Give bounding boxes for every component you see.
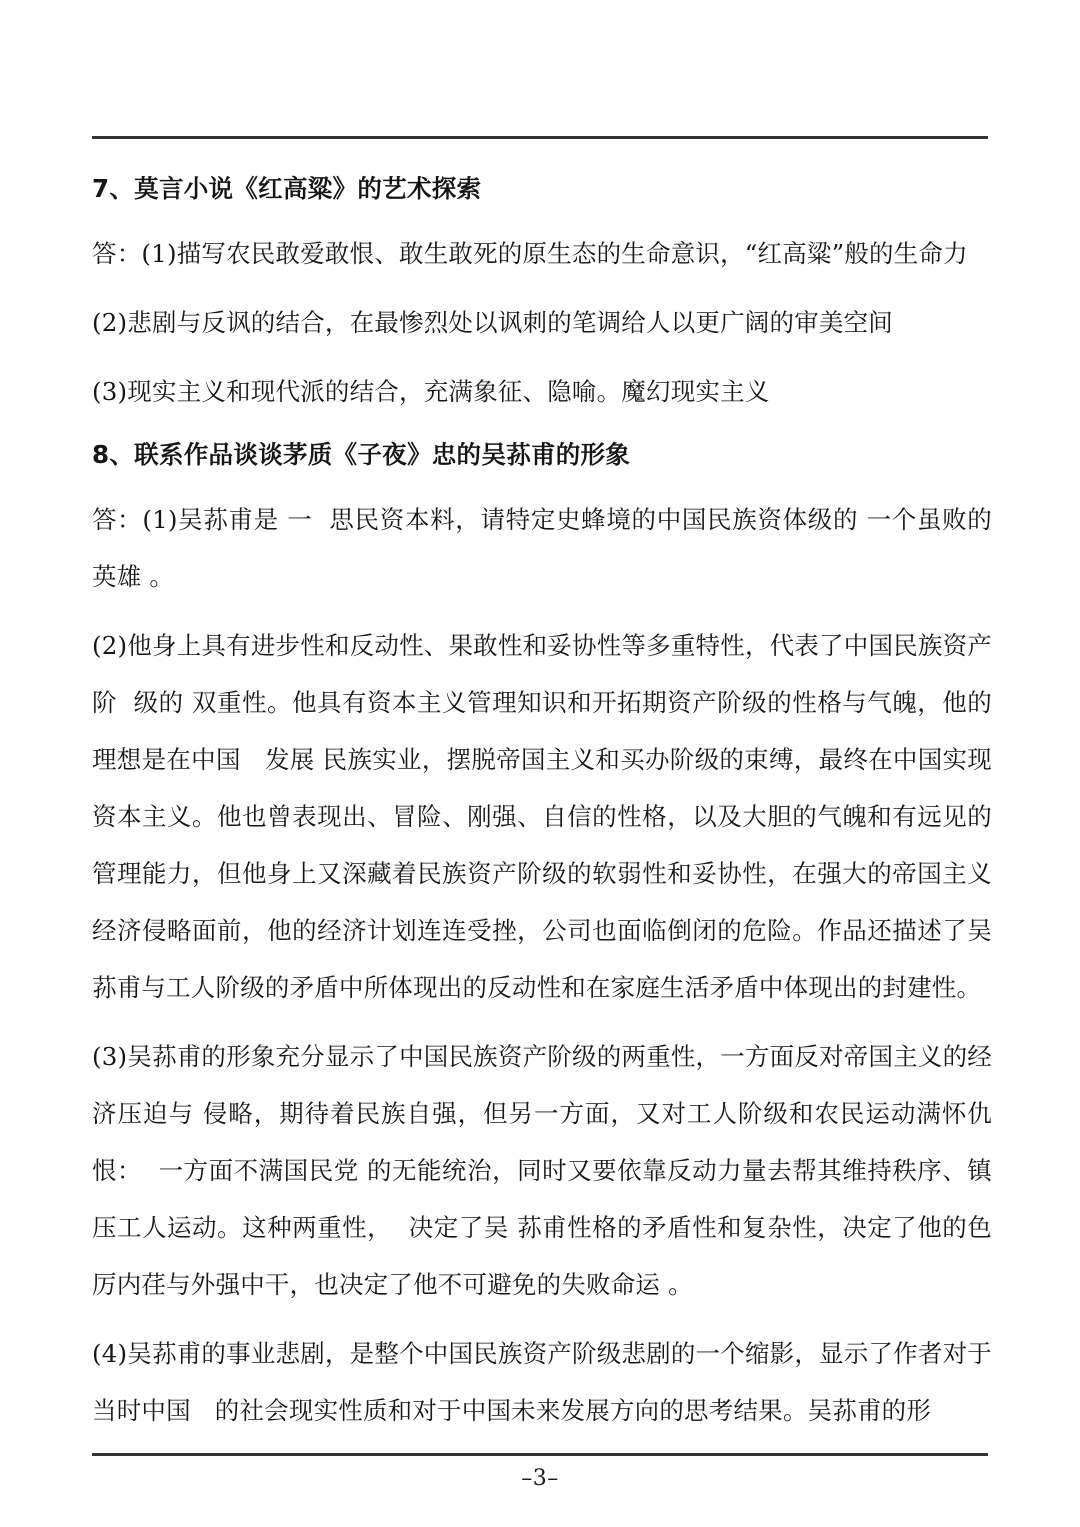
section-heading-8: 8、联系作品谈谈茅质《子夜》忠的吴荪甫的形象 (92, 439, 631, 469)
footer-horizontal-rule (92, 1453, 988, 1456)
section-7-paragraph-2: (2)悲剧与反讽的结合，在最惨烈处以讽刺的笔调给人以更广阔的审美空间 (92, 307, 894, 337)
section-heading-7: 7、莫言小说《红高粱》的艺术探索 (92, 174, 482, 203)
section-7-paragraph-1: 答：(1)描写农民敢爱敢恨、敢生敢死的原生态的生命意识，“红高粱”般的生命力 (92, 238, 968, 268)
section-8-paragraph-4: (4)吴荪甫的事业悲剧，是整个中国民族资产阶级悲剧的一个缩影，显示了作者对于当时中国 的社会现实性质和对于中国未来发展方向的思考结果。吴荪甫的形 (92, 1338, 992, 1425)
section-8-paragraph-2: (2)他身上具有进步性和反动性、果敢性和妥协性等多重特性，代表了中国民族资产阶 级的 双重性。他具有资本主义管理知识和开拓期资产阶级的性格与气魄，他的理想是在中国 发展 民族实业，摆脱帝国主义和买办阶级的束缚，最终在中国实现资本主义。他也曾表现出、冒险、刚强、自信的性格，以及大胆的气魄和有远见的管理能力，但他身上又深藏着民族资产阶级的软弱性和妥协性，在强大的帝国主义经济侵略面前，他的经济计划连连受挫，公司也面临倒闭的危险。作品还描述了吴荪甫与工人阶级的矛盾中所体现出的反动性和在家庭生活矛盾中体现出的封建性。 (92, 630, 992, 1002)
section-8-paragraph-1: 答：(1)吴荪甫是 一 思民资本料，请特定史蜂境的中国民族资体级的 一个虽败的英雄 。 (92, 504, 992, 591)
document-content (92, 160, 992, 1445)
section-7-paragraph-3: (3)现实主义和现代派的结合，充满象征、隐喻。魔幻现实主义 (92, 376, 770, 406)
section-8-paragraph-3: (3)吴荪甫的形象充分显示了中国民族资产阶级的两重性，一方面反对帝国主义的经济压迫与 侵略，期待着民族自强，但另一方面，又对工人阶级和农民运动满怀仇恨： 一方面不满国民党 的无能统治，同时又要依靠反动力量去帮其维持秩序、镇压工人运动。这种两重性， 决定了吴 荪甫性格的矛盾性和复杂性，决定了他的色厉内荏与外强中干，也决定了他不可避免的失败命运 。 (92, 1041, 992, 1299)
page-number: –3– (521, 1466, 559, 1491)
header-horizontal-rule (92, 136, 988, 139)
